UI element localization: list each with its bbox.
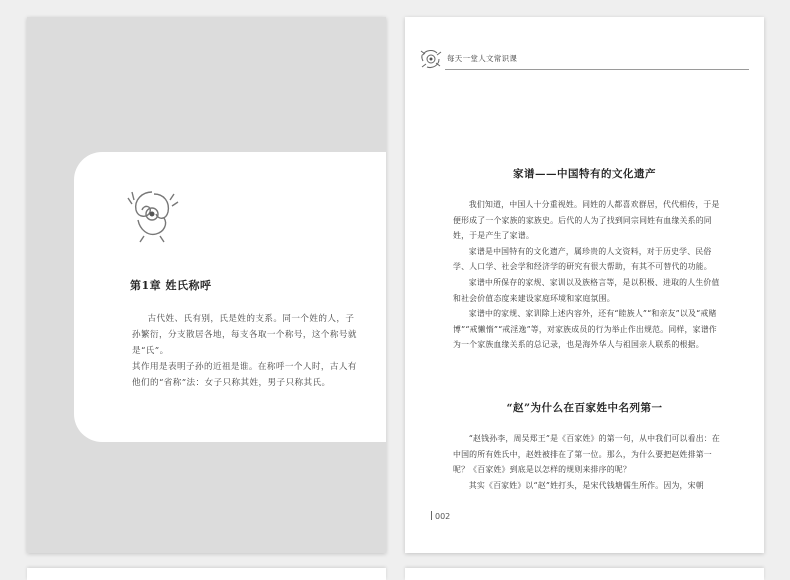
paragraph: “赵钱孙李，周吴郑王”是《百家姓》的第一句，从中我们可以看出：在中国的所有姓氏中，赵姓被排在了第一位。那么，为什么要把赵姓排第一呢？《百家姓》到底是以怎样的规则来排序的呢？ — [453, 434, 720, 475]
page-number-text: 002 — [435, 512, 451, 521]
next-left-page-edge — [27, 568, 386, 580]
header-dragon-icon — [419, 47, 443, 71]
paragraph: 家谱中所保存的家规、家训以及族格言等，是以积极、进取的人生价值和社会价值态度来建设家庭环境和家庭氛围。 — [453, 277, 720, 303]
page-number — [431, 511, 450, 521]
section-body — [453, 197, 723, 353]
section-title: 家谱——中国特有的文化遗产 — [513, 168, 656, 180]
paragraph: 家谱是中国特有的文化遗产，属珍贵的人文资料，对于历史学、民俗学、人口学、社会学和经济学的研究有很大帮助，有其不可替代的功能。 — [453, 246, 712, 272]
section-title: “赵”为什么在百家姓中名列第一 — [506, 402, 663, 414]
paragraph: 其实《百家姓》以“赵”姓打头，是宋代钱塘儒生所作。因为，宋朝 — [468, 480, 704, 490]
chapter-paragraph: 古代姓、氏有别，氏是姓的支系。同一个姓的人，子孙繁衍，分支散居各地，每支各取一个称号，这个称号就是“氏”。 — [132, 314, 357, 356]
header-rule — [445, 69, 749, 70]
chapter-paragraph: 其作用是表明子孙的近祖是谁。在称呼一个人时，古人有他们的“省称”法：女子只称其姓，男子只称其氏。 — [132, 362, 357, 388]
running-header: 每天一堂人文常识课 — [447, 54, 518, 63]
paragraph: 我们知道，中国人十分重视姓。同姓的人都喜欢群居，代代相传，于是便形成了一个家族的家族史。后代的人为了找到同宗同姓有血缘关系的同姓，于是产生了家谱。 — [453, 200, 720, 241]
left-page — [27, 17, 386, 553]
right-page — [405, 17, 764, 553]
paragraph: 家谱中的家规、家训除上述内容外，还有“睦族人”“和亲友”以及“戒赌博”“戒懒惰”“戒淫逸”等，对家族成员的行为举止作出规范。同样，家谱作为一个家族血缘关系的总记录，也是海外华人与祖国亲人联系的根据。 — [453, 309, 717, 350]
page-number-bar — [431, 511, 432, 520]
chapter-opener-card — [74, 152, 386, 442]
section-body — [453, 431, 723, 493]
chapter-title: 第1章 姓氏称呼 — [130, 279, 212, 292]
dragon-emblem-icon — [124, 184, 180, 244]
next-right-page-edge — [405, 568, 764, 580]
chapter-body — [132, 311, 362, 391]
